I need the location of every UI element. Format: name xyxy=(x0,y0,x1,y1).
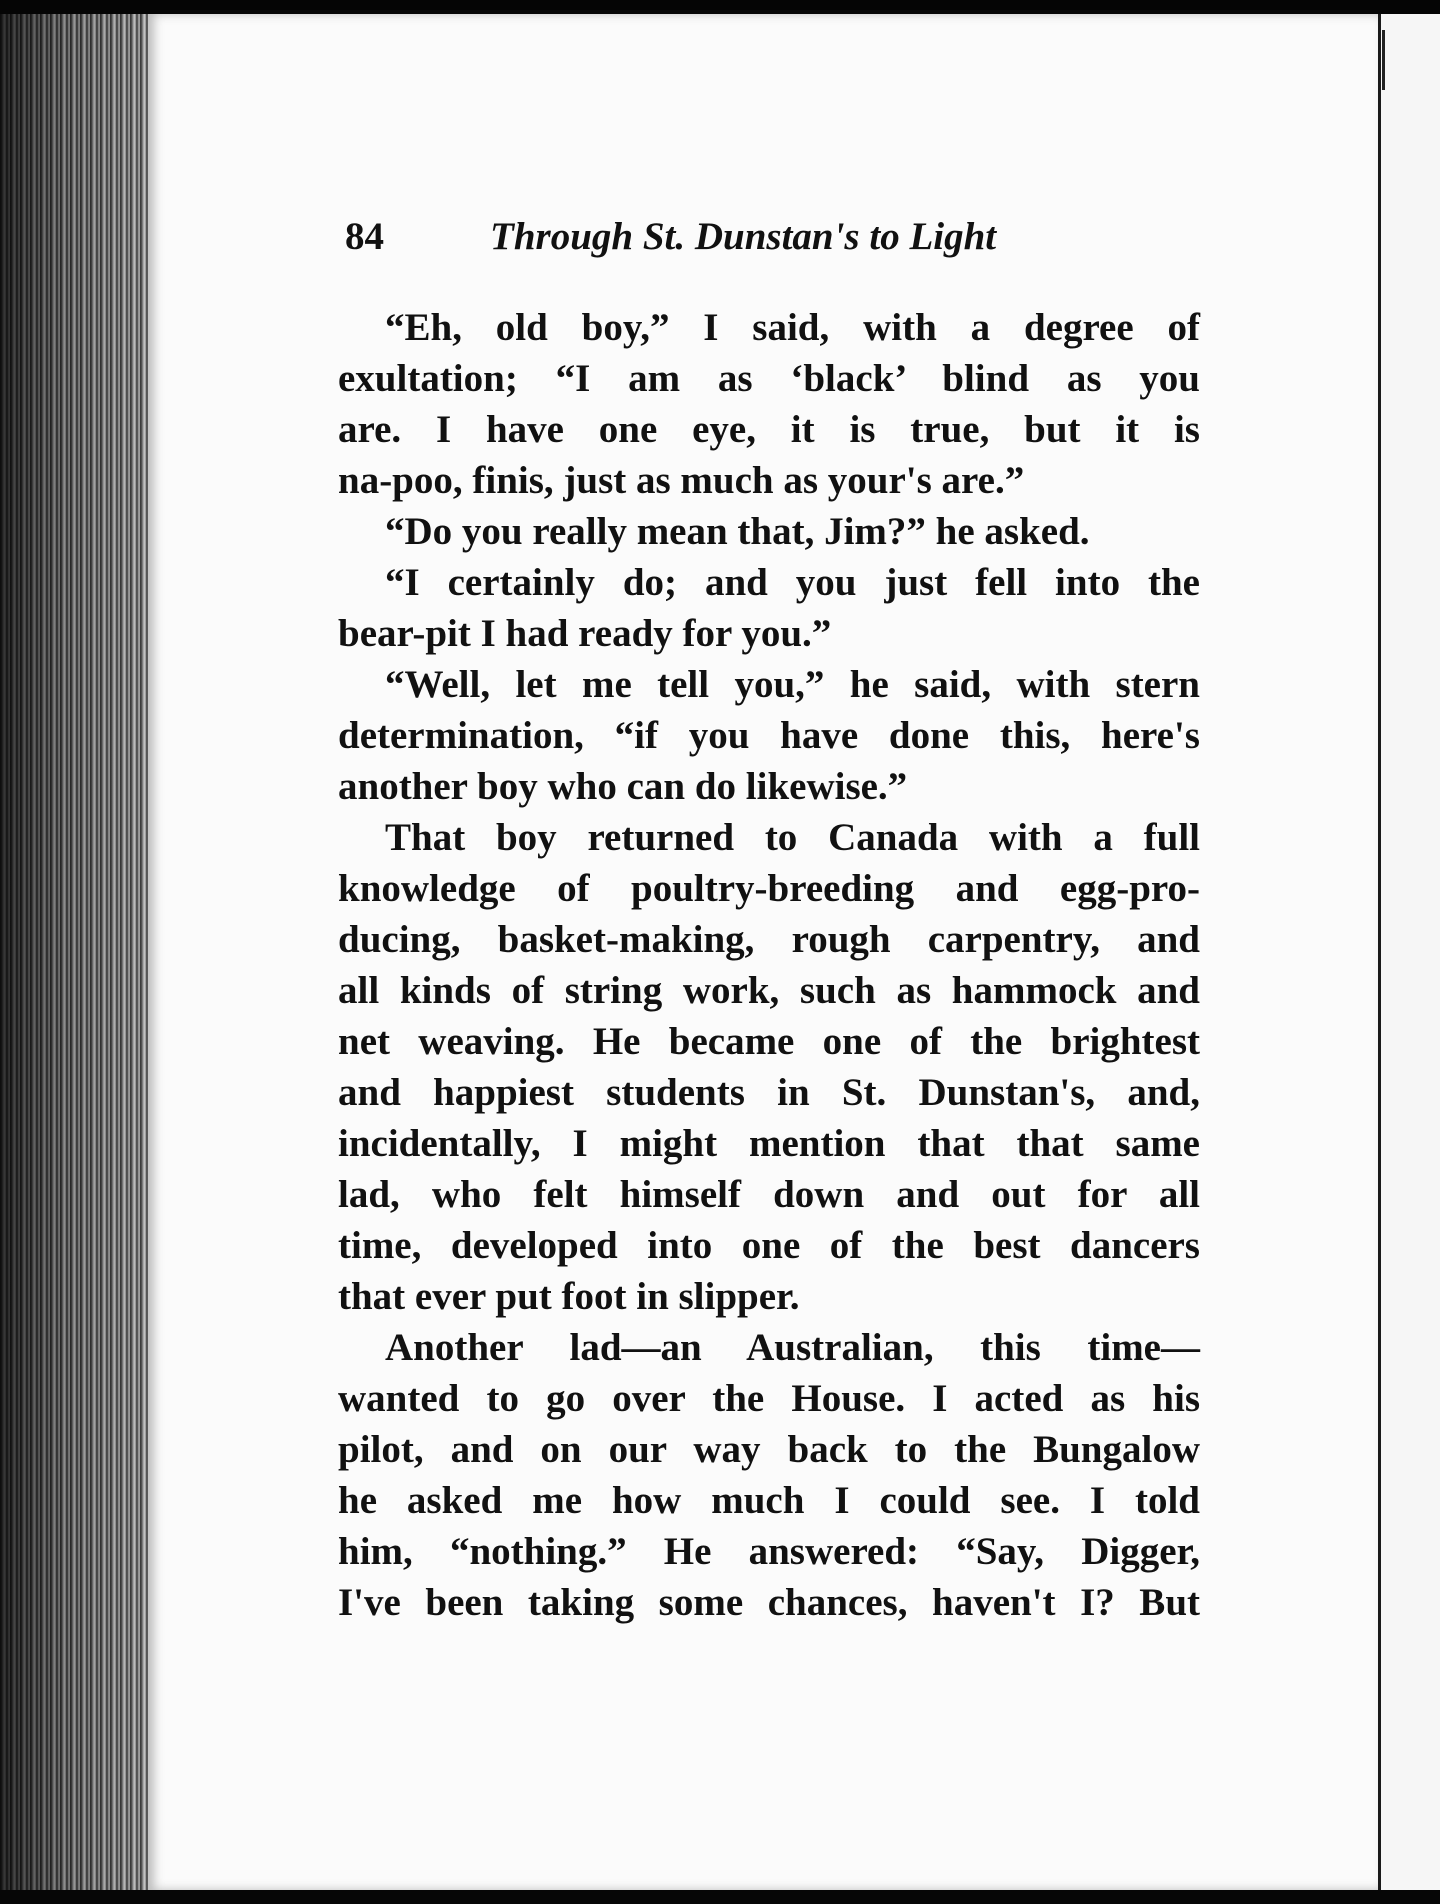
page-number: 84 xyxy=(345,215,384,258)
book-title: Through St. Dunstan's to Light xyxy=(490,215,997,258)
text-line: “I certainly do; and you just fell into the xyxy=(385,561,1200,604)
scan-top-border xyxy=(0,0,1440,14)
text-line: knowledge of poultry-breeding and egg-pro- xyxy=(338,867,1200,910)
scan-bottom-border xyxy=(0,1890,1440,1904)
text-line: net weaving. He became one of the brightest xyxy=(338,1020,1200,1063)
text-line: he asked me how much I could see. I told xyxy=(338,1479,1200,1522)
text-line: “Do you really mean that, Jim?” he asked. xyxy=(385,510,1090,553)
text-line: time, developed into one of the best dancers xyxy=(338,1224,1200,1267)
page-text xyxy=(338,302,1200,1628)
text-line: wanted to go over the House. I acted as his xyxy=(338,1377,1200,1420)
text-line: bear-pit I had ready for you.” xyxy=(338,612,832,655)
text-line: I've been taking some chances, haven't I? But xyxy=(338,1581,1200,1624)
text-line: that ever put foot in slipper. xyxy=(338,1275,800,1318)
text-line: are. I have one eye, it is true, but it is xyxy=(338,408,1200,451)
text-line: exultation; “I am as ‘black’ blind as you xyxy=(338,357,1200,400)
text-line: “Well, let me tell you,” he said, with stern xyxy=(385,663,1200,706)
text-line: all kinds of string work, such as hammock and xyxy=(338,969,1200,1012)
text-line: incidentally, I might mention that that same xyxy=(338,1122,1200,1165)
text-line: and happiest students in St. Dunstan's, and, xyxy=(338,1071,1200,1114)
page-edges-shadow xyxy=(0,14,150,1890)
text-line: “Eh, old boy,” I said, with a degree of xyxy=(385,306,1200,349)
text-line: ducing, basket-making, rough carpentry, and xyxy=(338,918,1200,961)
text-line: na-poo, finis, just as much as your's are.” xyxy=(338,459,1025,502)
text-line: That boy returned to Canada with a full xyxy=(385,816,1200,859)
text-line: determination, “if you have done this, here's xyxy=(338,714,1200,757)
text-line: him, “nothing.” He answered: “Say, Digger, xyxy=(338,1530,1200,1573)
text-line: another boy who can do likewise.” xyxy=(338,765,908,808)
running-head xyxy=(345,214,1205,274)
text-line: lad, who felt himself down and out for all xyxy=(338,1173,1200,1216)
facing-page-edge xyxy=(1378,14,1440,1890)
facing-page-mark xyxy=(1382,30,1385,90)
text-line: Another lad—an Australian, this time— xyxy=(385,1326,1200,1369)
text-line: pilot, and on our way back to the Bungalow xyxy=(338,1428,1200,1471)
